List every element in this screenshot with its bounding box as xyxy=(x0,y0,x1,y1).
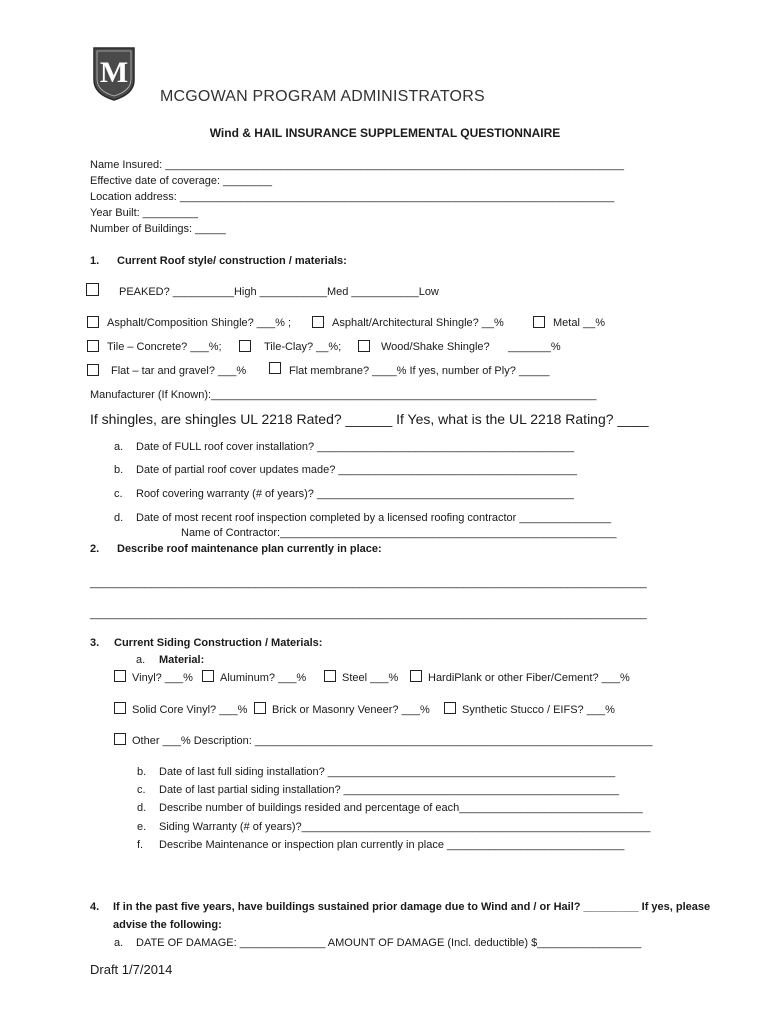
company-logo xyxy=(92,46,136,102)
vinyl-checkbox[interactable] xyxy=(114,670,126,682)
siding-maintenance-field[interactable]: Describe Maintenance or inspection plan currently in place _____________________________ xyxy=(159,839,625,851)
q2-number: 2. xyxy=(90,543,100,555)
vinyl-label: Vinyl? ___% xyxy=(132,672,193,684)
q4-item-label: a. xyxy=(114,937,124,949)
q4-number: 4. xyxy=(90,901,100,913)
peaked-checkbox[interactable] xyxy=(86,283,99,296)
metal-checkbox[interactable] xyxy=(533,316,545,328)
aluminum-checkbox[interactable] xyxy=(202,670,214,682)
partial-siding-date-field[interactable]: Date of last partial siding installation? _____________________________________________ xyxy=(159,784,619,796)
q3-item-label: d. xyxy=(137,802,147,814)
q2-heading: Describe roof maintenance plan currently in place: xyxy=(117,543,382,555)
ul-2218-question[interactable]: If shingles, are shingles UL 2218 Rated? ______ If Yes, what is the UL 2218 Rating? ____ xyxy=(90,411,649,427)
solid-core-vinyl-checkbox[interactable] xyxy=(114,702,126,714)
q1-number: 1. xyxy=(90,255,100,267)
tile-concrete-label: Tile – Concrete? ___%; xyxy=(107,341,222,353)
q4-question[interactable]: If in the past five years, have buildings sustained prior damage due to Wind and / or Hail? _________ If yes, please xyxy=(113,901,711,913)
q3-sub-a-label: a. xyxy=(136,654,146,666)
q1-item-label: c. xyxy=(114,488,123,500)
flat-membrane-checkbox[interactable] xyxy=(269,362,281,374)
q1-heading: Current Roof style/ construction / materials: xyxy=(117,255,347,267)
maintenance-plan-line-2[interactable]: ___________________________________________________________________________________________ xyxy=(90,608,647,620)
q1-item-label: d. xyxy=(114,512,124,524)
manufacturer-field[interactable]: Manufacturer (If Known):_______________________________________________________________ xyxy=(90,389,597,401)
partial-roof-date-field[interactable]: Date of partial roof cover updates made? _______________________________________ xyxy=(136,464,577,476)
roof-warranty-field[interactable]: Roof covering warranty (# of years)? __________________________________________ xyxy=(136,488,574,500)
asphalt-architectural-label: Asphalt/Architectural Shingle? __% xyxy=(332,317,504,329)
roof-inspection-date-field[interactable]: Date of most recent roof inspection completed by a licensed roofing contractor _______________ xyxy=(136,512,612,524)
wood-shake-percent[interactable]: _______% xyxy=(508,341,561,353)
q3-item-label: e. xyxy=(137,821,147,833)
full-roof-date-field[interactable]: Date of FULL roof cover installation? __________________________________________ xyxy=(136,441,575,453)
company-name: MCGOWAN PROGRAM ADMINISTRATORS xyxy=(160,88,485,105)
steel-label: Steel ___% xyxy=(342,672,399,684)
year-built-field[interactable]: Year Built: _________ xyxy=(90,207,198,219)
q1-item-label: a. xyxy=(114,441,124,453)
flat-membrane-label: Flat membrane? ____% If yes, number of Ply? _____ xyxy=(289,365,550,377)
logo-letter: M xyxy=(99,56,129,89)
number-of-buildings-field[interactable]: Number of Buildings: _____ xyxy=(90,223,226,235)
wood-shake-label: Wood/Shake Shingle? xyxy=(381,341,490,353)
asphalt-composition-checkbox[interactable] xyxy=(87,316,99,328)
q3-number: 3. xyxy=(90,637,100,649)
contractor-name-field[interactable]: Name of Contractor:_______________________________________________________ xyxy=(181,527,617,539)
tile-concrete-checkbox[interactable] xyxy=(87,340,99,352)
wood-shake-checkbox[interactable] xyxy=(358,340,370,352)
material-heading: Material: xyxy=(159,654,205,666)
location-address-field[interactable]: Location address: _______________________________________________________________________ xyxy=(90,191,615,203)
q4-question-cont: advise the following: xyxy=(113,919,222,931)
hardiplank-checkbox[interactable] xyxy=(410,670,422,682)
flat-tar-checkbox[interactable] xyxy=(87,364,99,376)
q1-item-label: b. xyxy=(114,464,124,476)
damage-date-amount-field[interactable]: DATE OF DAMAGE: ______________ AMOUNT OF DAMAGE (Incl. deductible) $_________________ xyxy=(136,937,642,949)
hardiplank-label: HardiPlank or other Fiber/Cement? ___% xyxy=(428,672,630,684)
steel-checkbox[interactable] xyxy=(324,670,336,682)
q3-item-label: c. xyxy=(137,784,146,796)
draft-date: Draft 1/7/2014 xyxy=(90,962,173,977)
synthetic-stucco-label: Synthetic Stucco / EIFS? ___% xyxy=(462,704,615,716)
tile-clay-label: Tile-Clay? __%; xyxy=(264,341,342,353)
maintenance-plan-line-1[interactable]: ___________________________________________________________________________________________ xyxy=(90,577,647,589)
full-siding-date-field[interactable]: Date of last full siding installation? _______________________________________________ xyxy=(159,766,616,778)
aluminum-label: Aluminum? ___% xyxy=(220,672,307,684)
document-title: Wind & HAIL INSURANCE SUPPLEMENTAL QUESTIONNAIRE xyxy=(209,126,561,140)
q3-heading: Current Siding Construction / Materials: xyxy=(114,637,323,649)
metal-label: Metal __% xyxy=(553,317,605,329)
other-siding-checkbox[interactable] xyxy=(114,733,126,745)
q3-item-label: f. xyxy=(137,839,144,851)
q3-item-label: b. xyxy=(137,766,147,778)
other-siding-field[interactable]: Other ___% Description: _________________________________________________________________ xyxy=(132,735,653,747)
brick-masonry-label: Brick or Masonry Veneer? ___% xyxy=(272,704,430,716)
effective-date-field[interactable]: Effective date of coverage: ________ xyxy=(90,175,273,187)
asphalt-composition-label: Asphalt/Composition Shingle? ___% ; xyxy=(107,317,292,329)
tile-clay-checkbox[interactable] xyxy=(239,340,251,352)
buildings-resided-field[interactable]: Describe number of buildings resided and percentage of each______________________________ xyxy=(159,802,643,814)
peaked-field[interactable]: PEAKED? __________High ___________Med ___________Low xyxy=(119,286,439,298)
siding-warranty-field[interactable]: Siding Warranty (# of years)?_________________________________________________________ xyxy=(159,821,651,833)
name-insured-field[interactable]: Name Insured: ___________________________________________________________________________ xyxy=(90,159,625,171)
synthetic-stucco-checkbox[interactable] xyxy=(444,702,456,714)
brick-masonry-checkbox[interactable] xyxy=(254,702,266,714)
asphalt-architectural-checkbox[interactable] xyxy=(312,316,324,328)
flat-tar-label: Flat – tar and gravel? ___% xyxy=(111,365,247,377)
solid-core-vinyl-label: Solid Core Vinyl? ___% xyxy=(132,704,248,716)
